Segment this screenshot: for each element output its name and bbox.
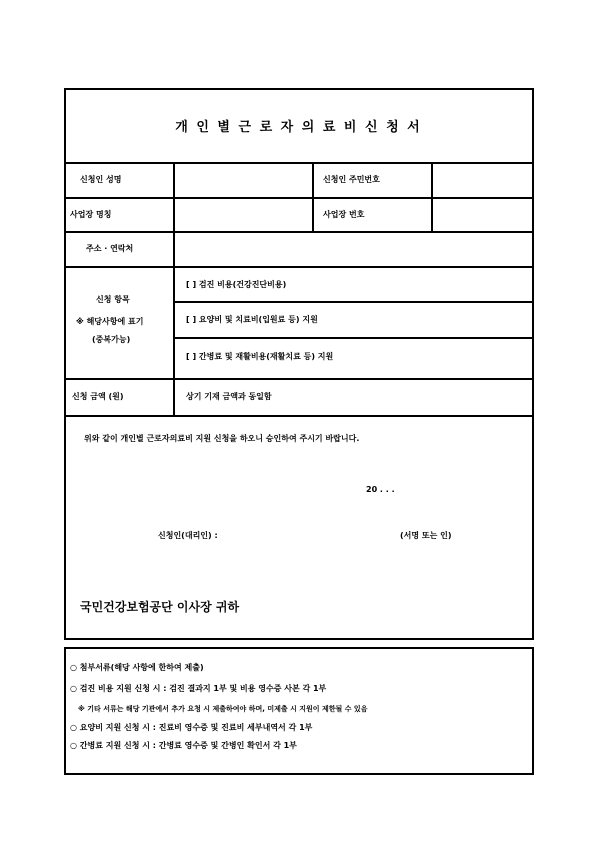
seal-label: (서명 또는 인) — [400, 531, 452, 540]
notes-line-2: ○ 검진 비용 지원 신청 시 : 검진 결과지 1부 및 비용 영수증 사본 각 1부 — [70, 684, 327, 693]
col-divider — [312, 163, 314, 233]
row-divider — [66, 197, 532, 199]
notes-line-4: ○ 요양비 지원 신청 시 : 진료비 영수증 및 진료비 세부내역서 각 1부 — [70, 723, 313, 732]
row-divider — [66, 415, 532, 417]
option-care[interactable]: [ ] 간병료 및 재활비용(재활치료 등) 지원 — [186, 352, 334, 361]
row-divider — [66, 378, 532, 380]
signer-label: 신청인(대리인) : — [158, 531, 218, 540]
col-divider — [431, 163, 433, 233]
category-note-dup: (중복가능) — [92, 335, 131, 344]
col-divider — [173, 163, 175, 416]
application-statement: 위와 같이 개인별 근로자의료비 지원 신청을 하오니 승인하여 주시기 바랍니다. — [84, 434, 360, 443]
amount-value: 상기 기재 금액과 동일함 — [186, 392, 272, 401]
row-divider — [66, 266, 532, 268]
amount-label: 신청 금액 (원) — [72, 392, 124, 401]
date-field[interactable]: 20 . . . — [366, 485, 395, 494]
address-label: 주소 · 연락처 — [86, 244, 134, 253]
notes-line-5: ○ 간병료 지원 신청 시 : 간병료 영수증 및 간병인 확인서 각 1부 — [70, 741, 297, 750]
row-divider — [66, 231, 532, 233]
category-label: 신청 항목 — [96, 295, 130, 304]
row-divider — [174, 301, 532, 303]
applicant-id-label: 신청인 주민번호 — [323, 175, 380, 184]
form-title: 개 인 별 근 로 자 의 료 비 신 청 서 — [175, 120, 422, 135]
notes-line-3: ※ 기타 서류는 해당 기관에서 추가 요청 시 제출하여야 하며, 미제출 시 지원이 제한될 수 있음 — [78, 705, 368, 713]
row-divider — [66, 162, 532, 164]
notes-line-1: ○ 첨부서류(해당 사항에 한하여 제출) — [70, 663, 204, 672]
applicant-name-label: 신청인 성명 — [80, 175, 122, 184]
company-number-label: 사업장 번호 — [323, 210, 365, 219]
company-name-label: 사업장 명칭 — [70, 210, 112, 219]
option-treatment[interactable]: [ ] 요양비 및 치료비(입원료 등) 지원 — [186, 315, 318, 324]
option-checkup[interactable]: [ ] 검진 비용(건강진단비용) — [186, 280, 287, 289]
form-main-box — [64, 88, 534, 640]
category-note: ※ 해당사항에 표기 — [76, 317, 144, 326]
addressee: 국민건강보험공단 이사장 귀하 — [80, 600, 240, 614]
row-divider — [174, 337, 532, 339]
